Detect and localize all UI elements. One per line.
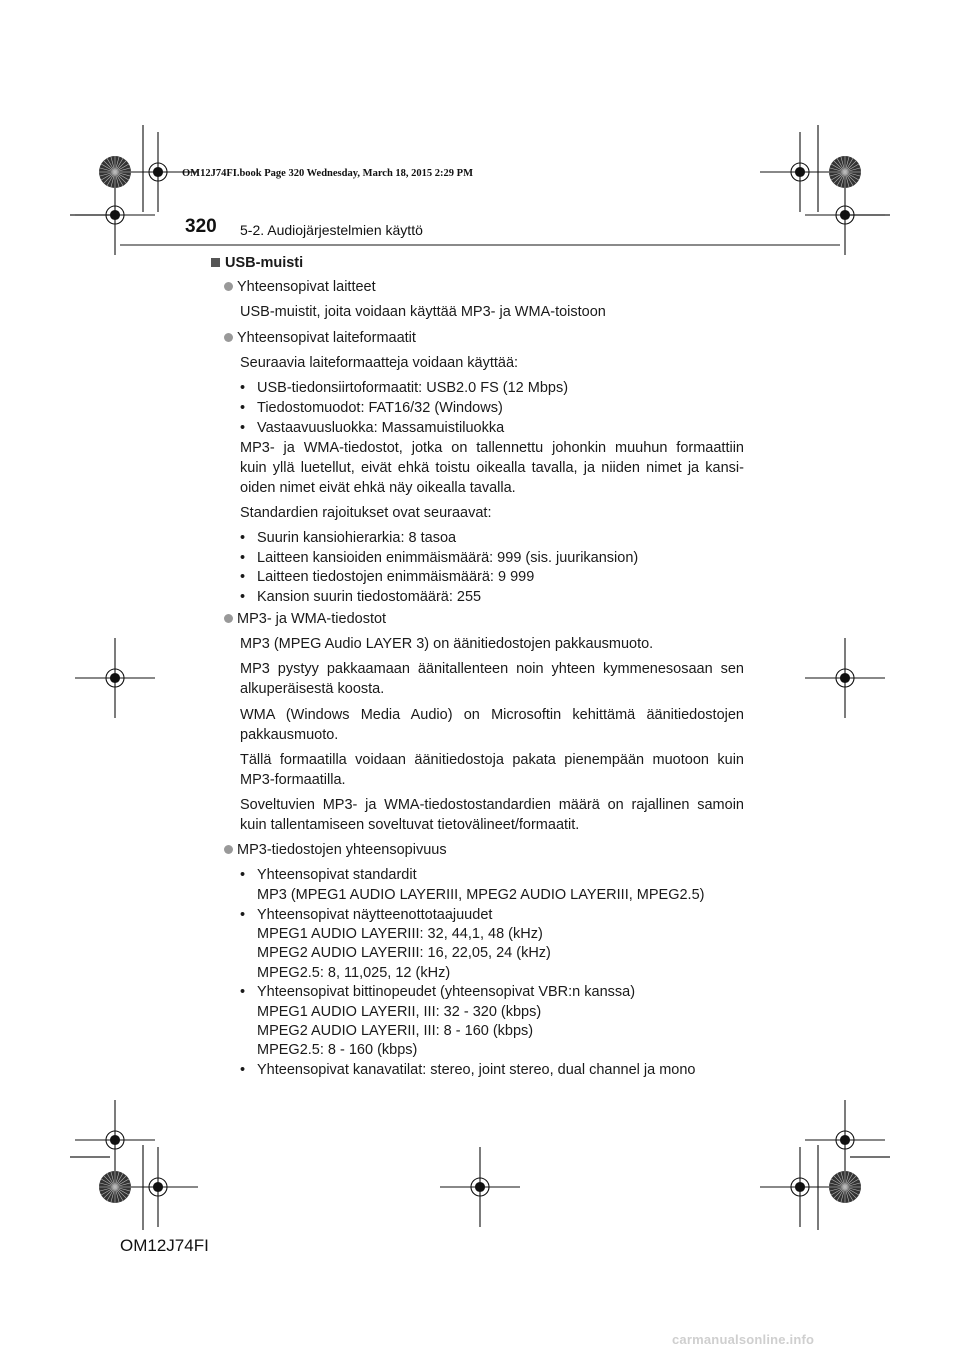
list-subitem: MPEG1 AUDIO LAYERII, III: 32 - 320 (kbps): [257, 1004, 542, 1020]
list-subitem: MPEG2.5: 8 - 160 (kbps): [257, 1042, 418, 1058]
square-bullet-icon: [211, 258, 220, 267]
book-file-line: OM12J74FI.book Page 320 Wednesday, March 18, 2015 2:29 PM: [182, 168, 473, 179]
list-item: • Yhteensopivat bittinopeudet (yhteensopivat VBR:n kanssa): [240, 984, 636, 1000]
paragraph-line: kuin yllä luetellut, eivät ehkä toistu oikealla tavalla, ja niiden nimet ja kansi-: [240, 460, 744, 476]
paragraph-line: MP3 pystyy pakkaamaan äänitallenteen noin yhteen kymmenesosaan sen: [240, 661, 744, 677]
list-item: • Vastaavuusluokka: Massamuistiluokka: [240, 420, 505, 436]
bullet-mp3-compatibility: MP3-tiedostojen yhteensopivuus: [224, 842, 447, 858]
circle-bullet-icon: [224, 282, 233, 291]
list-item: • USB-tiedonsiirtoformaatit: USB2.0 FS (12 Mbps): [240, 380, 569, 396]
list-subitem: MP3 (MPEG1 AUDIO LAYERIII, MPEG2 AUDIO LAYERIII, MPEG2.5): [257, 887, 705, 903]
circle-bullet-icon: [224, 614, 233, 623]
page-number: 320: [185, 216, 217, 237]
list-item: • Laitteen kansioiden enimmäismäärä: 999 (sis. juurikansion): [240, 550, 639, 566]
footer-document-code: OM12J74FI: [120, 1236, 209, 1255]
paragraph: USB-muistit, joita voidaan käyttää MP3- ja WMA-toistoon: [240, 304, 606, 320]
circle-bullet-icon: [224, 333, 233, 342]
paragraph: Seuraavia laiteformaatteja voidaan käyttää:: [240, 355, 519, 371]
list-subitem: MPEG2 AUDIO LAYERII, III: 8 - 160 (kbps): [257, 1023, 534, 1039]
section-heading: USB-muisti: [211, 255, 303, 271]
list-item: • Yhteensopivat kanavatilat: stereo, joint stereo, dual channel ja mono: [240, 1062, 696, 1078]
circle-bullet-icon: [224, 845, 233, 854]
paragraph-line: alkuperäisestä koosta.: [240, 681, 385, 697]
list-subitem: MPEG2.5: 8, 11,025, 12 (kHz): [257, 965, 451, 981]
watermark: carmanualsonline.info: [672, 1332, 815, 1347]
list-item: • Suurin kansiohierarkia: 8 tasoa: [240, 530, 457, 546]
paragraph-line: pakkausmuoto.: [240, 727, 339, 743]
list-item: • Yhteensopivat standardit: [240, 867, 417, 883]
list-item: • Laitteen tiedostojen enimmäismäärä: 9 999: [240, 569, 535, 585]
list-item: • Tiedostomuodot: FAT16/32 (Windows): [240, 400, 503, 416]
paragraph-line: Tällä formaatilla voidaan äänitiedostoja pakata pienempään muotoon kuin: [240, 752, 744, 768]
section-title: 5-2. Audiojärjestelmien käyttö: [240, 222, 423, 238]
list-item: • Yhteensopivat näytteenottotaajuudet: [240, 907, 493, 923]
list-item: • Kansion suurin tiedostomäärä: 255: [240, 589, 482, 605]
paragraph-line: Soveltuvien MP3- ja WMA-tiedostostandardien määrä on rajallinen samoin: [240, 797, 744, 813]
list-subitem: MPEG1 AUDIO LAYERIII: 32, 44,1, 48 (kHz): [257, 926, 543, 942]
list-subitem: MPEG2 AUDIO LAYERIII: 16, 22,05, 24 (kHz): [257, 945, 551, 961]
bullet-device-formats: Yhteensopivat laiteformaatit: [224, 330, 416, 346]
paragraph-line: WMA (Windows Media Audio) on Microsoftin kehittämä äänitiedostojen: [240, 707, 744, 723]
paragraph: MP3 (MPEG Audio LAYER 3) on äänitiedostojen pakkausmuoto.: [240, 636, 654, 652]
paragraph-line: MP3-formaatilla.: [240, 772, 346, 788]
paragraph-line: kuin tallentamiseen soveltuvat tietovälineet/formaatit.: [240, 817, 580, 833]
paragraph-line: oiden nimet eivät ehkä näy oikealla tavalla.: [240, 480, 516, 496]
paragraph-line: MP3- ja WMA-tiedostot, jotka on tallennettu johonkin muuhun formaattiin: [240, 440, 744, 456]
bullet-compatible-devices: Yhteensopivat laitteet: [224, 279, 376, 295]
bullet-mp3-wma-files: MP3- ja WMA-tiedostot: [224, 611, 386, 627]
paragraph: Standardien rajoitukset ovat seuraavat:: [240, 505, 492, 521]
